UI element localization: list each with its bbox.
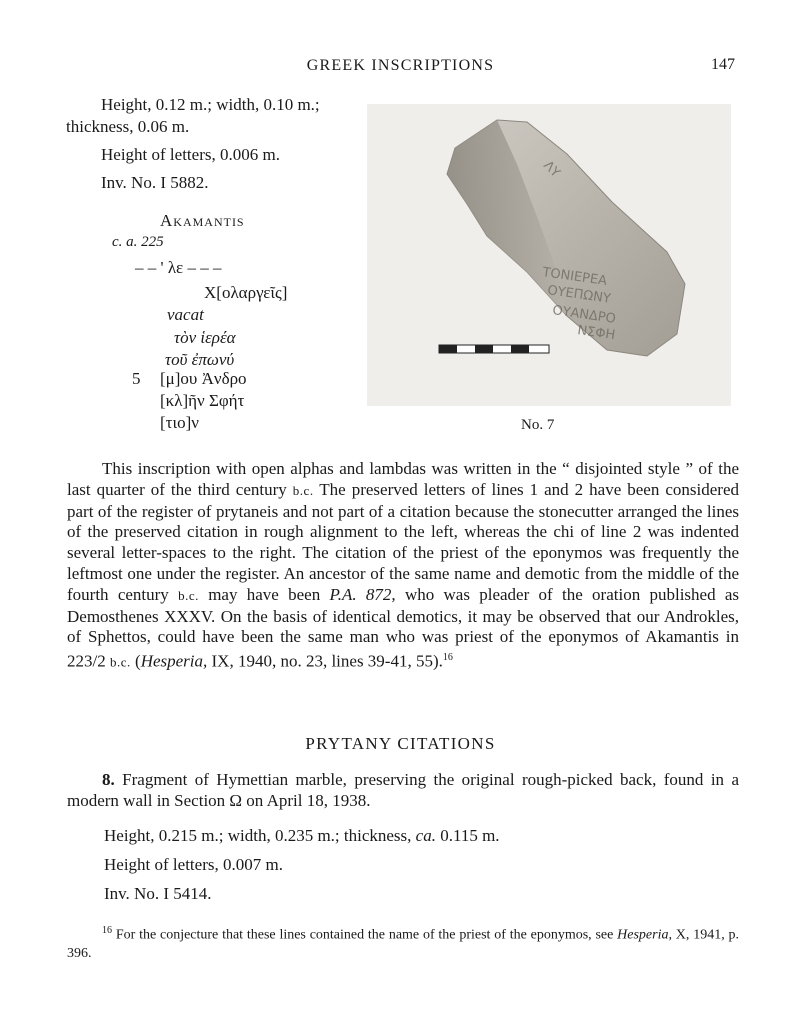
stone-letters-4: ΟΥΑΝΔΡΟ bbox=[551, 303, 617, 327]
commentary-part-1: This inscription with open alphas and lambdas was written in the “ disjointed style ” of the last quarter of the third century bbox=[67, 459, 739, 499]
inscription-date: c. a. 225 bbox=[112, 234, 164, 250]
inscription-line-5: [μ]ου Ἀνδρο bbox=[160, 369, 247, 388]
stone-letters-1: ΛΥ bbox=[540, 158, 563, 181]
page-number: 147 bbox=[711, 56, 735, 73]
inscription-line-6: [κλ]ῆν Σφήτ bbox=[160, 391, 245, 410]
scale-bar bbox=[439, 345, 549, 353]
pa-reference: P.A. 872, bbox=[329, 584, 396, 604]
item7-dimensions-cont: thickness, 0.06 m. bbox=[66, 117, 190, 136]
item8-dimensions bbox=[104, 826, 500, 846]
inscription-line-4: τοῦ ἐπωνύ bbox=[165, 350, 235, 369]
bc-abbrev-3: b.c. bbox=[109, 654, 131, 670]
bc-abbrev-2: b.c. bbox=[178, 587, 199, 603]
stone-letters-5: ΝΣΦΗ bbox=[576, 323, 617, 344]
footnote-text: For the conjecture that these lines contained the name of the priest of the eponymos, see bbox=[115, 927, 614, 943]
item8-description-text: Fragment of Hymettian marble, preserving the original rough-picked back, found in a modern wall in Section Ω on April 18, 1938. bbox=[67, 770, 740, 810]
stone-letters-3: ΟΥΕΠΩΝΥ bbox=[546, 283, 612, 307]
commentary-part-4: who was pleader of the oration published as Demosthenes XXXV. On the basis of identical demotics, it may be observed that our Androkles, of Sphettos, could have been the same man who was priest of the eponymos of Akamantis in 223/2 bbox=[67, 584, 740, 671]
item8-number: 8. bbox=[102, 770, 115, 789]
line-number-5: 5 bbox=[132, 369, 141, 388]
item8-dims-a: Height, 0.215 m.; width, 0.235 m.; thickness, bbox=[104, 826, 412, 845]
inscription-line-3: τὸν ἱερέα bbox=[174, 328, 236, 347]
item8-dims-b: 0.115 m. bbox=[440, 826, 500, 845]
commentary-part-2: The preserved letters of lines 1 and 2 have been considered part of the register of prytaneis and not part of a citation because the stonecutter arranged the lines of the preserved citation in rough alignment to the left, whereas the chi of line 2 was indented several letter-spaces to the right. The citation of the priest of the eponymos was frequently the leftmost one under the register. An ancestor of the same name and demotic from the middle of the fourth century bbox=[67, 479, 739, 604]
item8-letter-height: Height of letters, 0.007 m. bbox=[104, 855, 283, 874]
section-heading: PRYTANY CITATIONS bbox=[305, 734, 496, 753]
tribe-name: Akamantis bbox=[160, 211, 245, 230]
footnote-ref: X, 1941, p. 396. bbox=[67, 927, 740, 961]
footnote-hesperia: Hesperia, bbox=[617, 927, 672, 943]
inscription-line-2: Χ[ολαργεῖς] bbox=[204, 283, 288, 302]
footnote bbox=[67, 922, 739, 963]
item7-inventory: Inv. No. I 5882. bbox=[101, 173, 209, 192]
stone-letters-2: ΤΟΝΙΕΡΕΑ bbox=[541, 265, 608, 289]
commentary-part-3: may have been bbox=[208, 584, 321, 604]
fragment-photograph bbox=[367, 104, 731, 406]
running-header: GREEK INSCRIPTIONS bbox=[306, 57, 495, 74]
hesperia-reference: Hesperia, bbox=[140, 651, 208, 671]
inscription-vacat: vacat bbox=[167, 305, 204, 324]
commentary-paragraph bbox=[67, 459, 739, 674]
photo-caption: No. 7 bbox=[521, 417, 555, 433]
item8-inventory: Inv. No. I 5414. bbox=[104, 884, 212, 903]
bc-abbrev-1: b.c. bbox=[292, 482, 314, 498]
footnote-marker: 16 bbox=[442, 652, 453, 664]
footnote-number: 16 bbox=[102, 925, 112, 936]
item7-letter-height: Height of letters, 0.006 m. bbox=[101, 145, 280, 164]
inscription-line-7: [τιο]ν bbox=[160, 413, 199, 432]
item8-description bbox=[67, 770, 739, 812]
commentary-part-6: IX, 1940, no. 23, lines 39-41, 55). bbox=[211, 651, 443, 671]
item8-circa: ca. bbox=[415, 826, 436, 845]
inscription-line-1: – – ' λε – – – bbox=[135, 258, 222, 277]
commentary-part-5: ( bbox=[135, 651, 141, 671]
marble-fragment-image bbox=[367, 104, 731, 406]
item7-dimensions: Height, 0.12 m.; width, 0.10 m.; bbox=[101, 95, 320, 114]
